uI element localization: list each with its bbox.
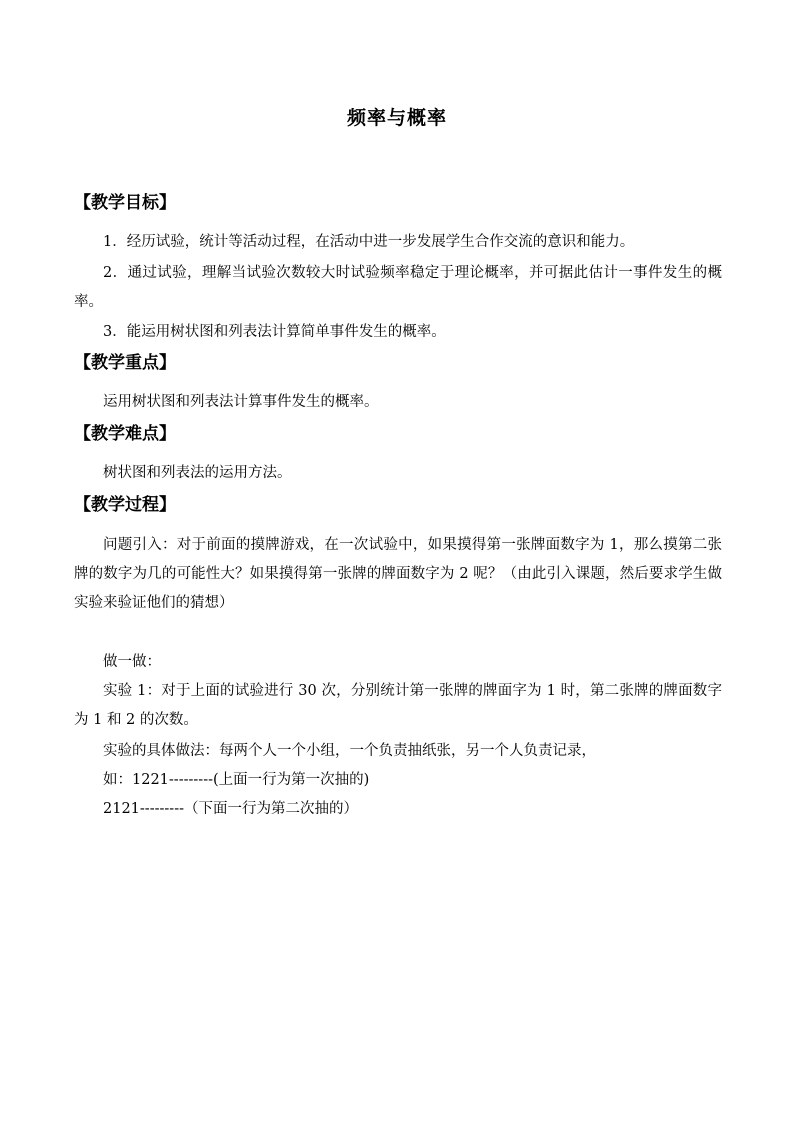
goal-item-3: 3．能运用树状图和列表法计算简单事件发生的概率。 [103, 324, 446, 340]
example-line-2: 2121---------（下面一行为第二次抽的） [103, 801, 358, 817]
process-intro: 问题引入：对于前面的摸牌游戏，在一次试验中，如果摸得第一张牌面数字为 1，那么摸第二张牌的数字为几的可能性大？如果摸得第一张牌的牌面数字为 2 呢？（由此引入课题，然后要求学生做实验来验证他们的猜想） [74, 537, 722, 611]
process-heading: 【教学过程】 [74, 495, 176, 515]
document-title: 频率与概率 [346, 107, 447, 129]
example-line-1: 如：1221---------(上面一行为第一次抽的) [103, 772, 370, 788]
goals-heading: 【教学目标】 [74, 193, 176, 213]
difficulties-heading: 【教学难点】 [74, 424, 176, 444]
goal-item-2: 2．通过试验，理解当试验次数较大时试验频率稳定于理论概率，并可据此估计一事件发生的概率。 [74, 265, 722, 310]
key-points-text: 运用树状图和列表法计算事件发生的概率。 [103, 394, 379, 410]
difficulties-text: 树状图和列表法的运用方法。 [103, 465, 292, 481]
method-text: 实验的具体做法：每两个人一个小组，一个负责抽纸张，另一个人负责记录， [103, 743, 596, 759]
experiment-text: 实验 1：对于上面的试验进行 30 次，分别统计第一张牌的牌面字为 1 时，第二张牌的牌面数字为 1 和 2 的次数。 [74, 683, 722, 728]
goal-item-1: 1．经历试验，统计等活动过程，在活动中进一步发展学生合作交流的意识和能力。 [103, 234, 635, 250]
key-points-heading: 【教学重点】 [74, 353, 176, 373]
try-label: 做一做： [103, 654, 161, 670]
